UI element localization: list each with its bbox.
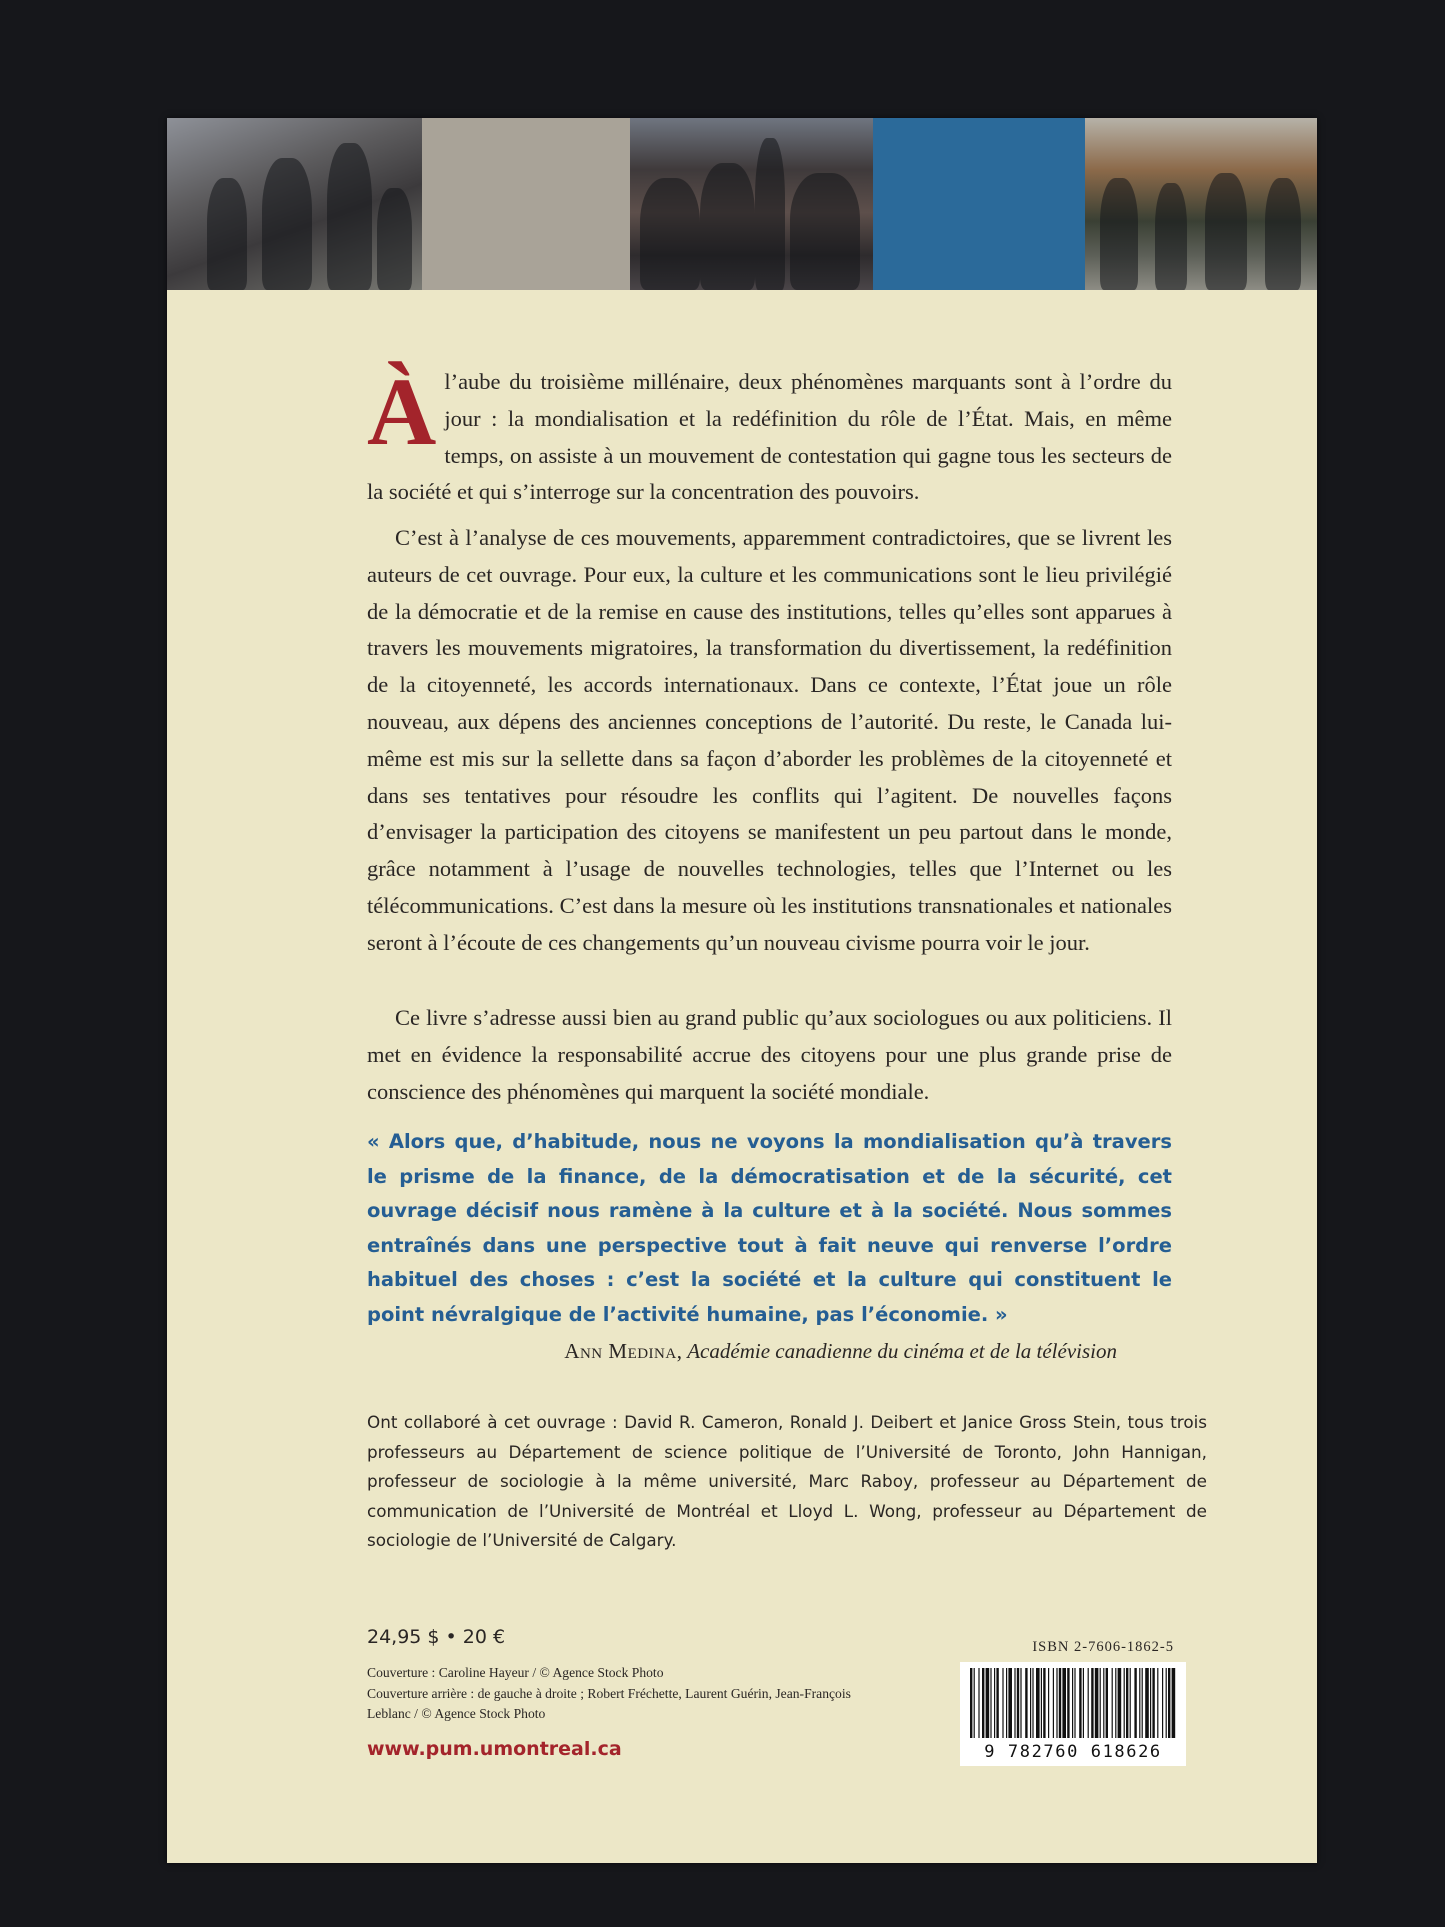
barcode-bar <box>1162 1668 1163 1738</box>
barcode-bar <box>986 1668 990 1738</box>
barcode-bar <box>1106 1668 1108 1738</box>
intro-paragraph-text: l’aube du troisième millénaire, deux phénomènes marquants sont à l’ordre du jour : la mondialisation et la redéfinition du rôle de l’État. Mais, en même temps, on assiste à un mouvement de contestation qui gagne tous les secteurs de la société et qui s’interroge sur la concentration des pouvoirs. <box>367 369 1172 505</box>
barcode-bar <box>974 1668 975 1738</box>
barcode-bar <box>1014 1668 1015 1738</box>
barcode-bar <box>1059 1668 1061 1738</box>
barcode-bar <box>982 1668 984 1738</box>
barcode-bar <box>1002 1668 1003 1738</box>
barcode-bar <box>1032 1668 1033 1738</box>
photo-credits <box>367 1663 887 1725</box>
protest-photo-left <box>167 118 422 290</box>
barcode-bar <box>1142 1668 1143 1738</box>
barcode-bar <box>1088 1668 1089 1738</box>
crowd-photo-center <box>630 118 873 290</box>
barcode-bar <box>1048 1668 1049 1738</box>
barcode-bar <box>970 1668 972 1738</box>
barcode-bar <box>1150 1668 1151 1738</box>
barcode-bar <box>1168 1668 1170 1738</box>
barcode-bar <box>1095 1668 1099 1738</box>
barcode-bar <box>1062 1668 1066 1738</box>
blue-color-block <box>873 118 1085 290</box>
barcode-bar <box>1041 1668 1042 1738</box>
intro-paragraph <box>367 358 1172 511</box>
drop-cap: À <box>367 358 437 465</box>
barcode-bar <box>1020 1668 1021 1738</box>
barcode-bar <box>1067 1668 1069 1738</box>
back-cover-credit: Couverture arrière : de gauche à droite ; Robert Fréchette, Laurent Guérin, Jean-François Leblanc / © Agence Stock Photo <box>367 1685 851 1721</box>
barcode-bar <box>1025 1668 1027 1738</box>
barcode-bar <box>1074 1668 1075 1738</box>
barcode-bar <box>1124 1668 1125 1738</box>
barcode-bar <box>1017 1668 1019 1738</box>
barcode-bar <box>1152 1668 1154 1738</box>
barcode-bar <box>1166 1668 1167 1738</box>
barcode-bar <box>1008 1668 1012 1738</box>
gray-color-block <box>422 118 630 290</box>
barcode-bar <box>1091 1668 1093 1738</box>
barcode-bar <box>1134 1668 1136 1738</box>
barcode-bar <box>1043 1668 1045 1738</box>
isbn: ISBN 2-7606-1862-5 <box>1032 1639 1174 1655</box>
barcode-bar <box>990 1668 991 1738</box>
cover-credit: Couverture : Caroline Hayeur / © Agence Stock Photo <box>367 1665 664 1680</box>
barcode-bar <box>1036 1668 1040 1738</box>
barcode-bar <box>1115 1668 1116 1738</box>
quote-attribution: Ann Medina, Académie canadienne du cinéma et de la télévision <box>564 1339 1117 1363</box>
collaborators-paragraph: Ont collaboré à cet ouvrage : David R. Cameron, Ronald J. Deibert et Janice Gross Stein, tous trois professeurs au Département de science politique de l’Université de Toronto, John Hannigan, professeur de sociologie à la même université, Marc Raboy, professeur au Département de communication de l’Université de Montréal et Lloyd L. Wong, professeur au Département de sociologie de l’Université de Calgary. <box>367 1412 1207 1550</box>
barcode-bar <box>1126 1668 1128 1738</box>
barcode-bar <box>1006 1668 1007 1738</box>
barcode-bar <box>996 1668 998 1738</box>
barcode-bar <box>1053 1668 1054 1738</box>
barcode-number: 9 782760 618626 <box>984 1742 1162 1762</box>
barcode-bar <box>1079 1668 1081 1738</box>
barcode-bar <box>1145 1668 1149 1738</box>
barcode-bar <box>1072 1668 1073 1738</box>
barcode-bar <box>1172 1668 1176 1738</box>
barcode-bar <box>1118 1668 1122 1738</box>
publisher-url[interactable]: www.pum.umontreal.ca <box>367 1738 622 1760</box>
audience-paragraph: Ce livre s’adresse aussi bien au grand public qu’aux sociologues ou aux politiciens. Il met en évidence la responsabilité accrue des citoyens pour une plus grande prise de conscience des phénomènes qui marquent la société mondiale. <box>367 1005 1172 1104</box>
quote-institution: Académie canadienne du cinéma et de la télévision <box>687 1339 1117 1363</box>
photo-banner <box>167 118 1317 290</box>
barcode-bar <box>1157 1668 1158 1738</box>
price: 24,95 $ • 20 € <box>367 1626 506 1648</box>
barcode-bar <box>978 1668 979 1738</box>
barcode-bar <box>1056 1668 1057 1738</box>
barcode-bar <box>1100 1668 1101 1738</box>
police-line-photo-right <box>1085 118 1317 290</box>
barcode-bar <box>1112 1668 1113 1738</box>
endorsement-quote: « Alors que, d’habitude, nous ne voyons la mondialisation qu’à travers le prisme de la finance, de la démocratisation et de la sécurité, cet ouvrage décisif nous ramène à la culture et à la société. Nous sommes entraînés dans une perspective tout à fait neuve qui renverse l’ordre habituel des choses : c’est la société et la culture qui constituent le point névralgique de l’activité humaine, pas l’économie. » <box>367 1130 1172 1326</box>
barcode-bar <box>1030 1668 1031 1738</box>
barcode-bar <box>1103 1668 1104 1738</box>
barcode-bar <box>994 1668 995 1738</box>
quote-author: Ann Medina <box>564 1339 677 1363</box>
barcode-bar <box>1130 1668 1131 1738</box>
barcode <box>960 1662 1186 1766</box>
barcode-bar <box>1139 1668 1140 1738</box>
barcode-bar <box>1083 1668 1084 1738</box>
book-back-cover <box>167 118 1317 1863</box>
barcode-bars <box>968 1668 1178 1738</box>
description-paragraph: C’est à l’analyse de ces mouvements, apparemment contradictoires, que se livrent les auteurs de cet ouvrage. Pour eux, la culture et les communications sont le lieu privilégié de la démocratie et de la remise en cause des institutions, telles qu’elles sont apparues à travers les mouvements migratoires, la transformation du divertissement, la redéfinition de la citoyenneté, les accords internationaux. Dans ce contexte, l’État joue un rôle nouveau, aux dépens des anciennes conceptions de l’autorité. Du reste, le Canada lui-même est mis sur la sellette dans sa façon d’aborder les problèmes de la citoyenneté et dans ses tentatives pour résoudre les conflits qui l’agitent. De nouvelles façons d’envisager la participation des citoyens se manifestent un peu partout dans le monde, grâce notamment à l’usage de nouvelles technologies, telles que l’Internet ou les télécommunications. C’est dans la mesure où les institutions transnationales et nationales seront à l’écoute de ces changements qu’un nouveau civisme pourra voir le jour. <box>367 525 1172 955</box>
